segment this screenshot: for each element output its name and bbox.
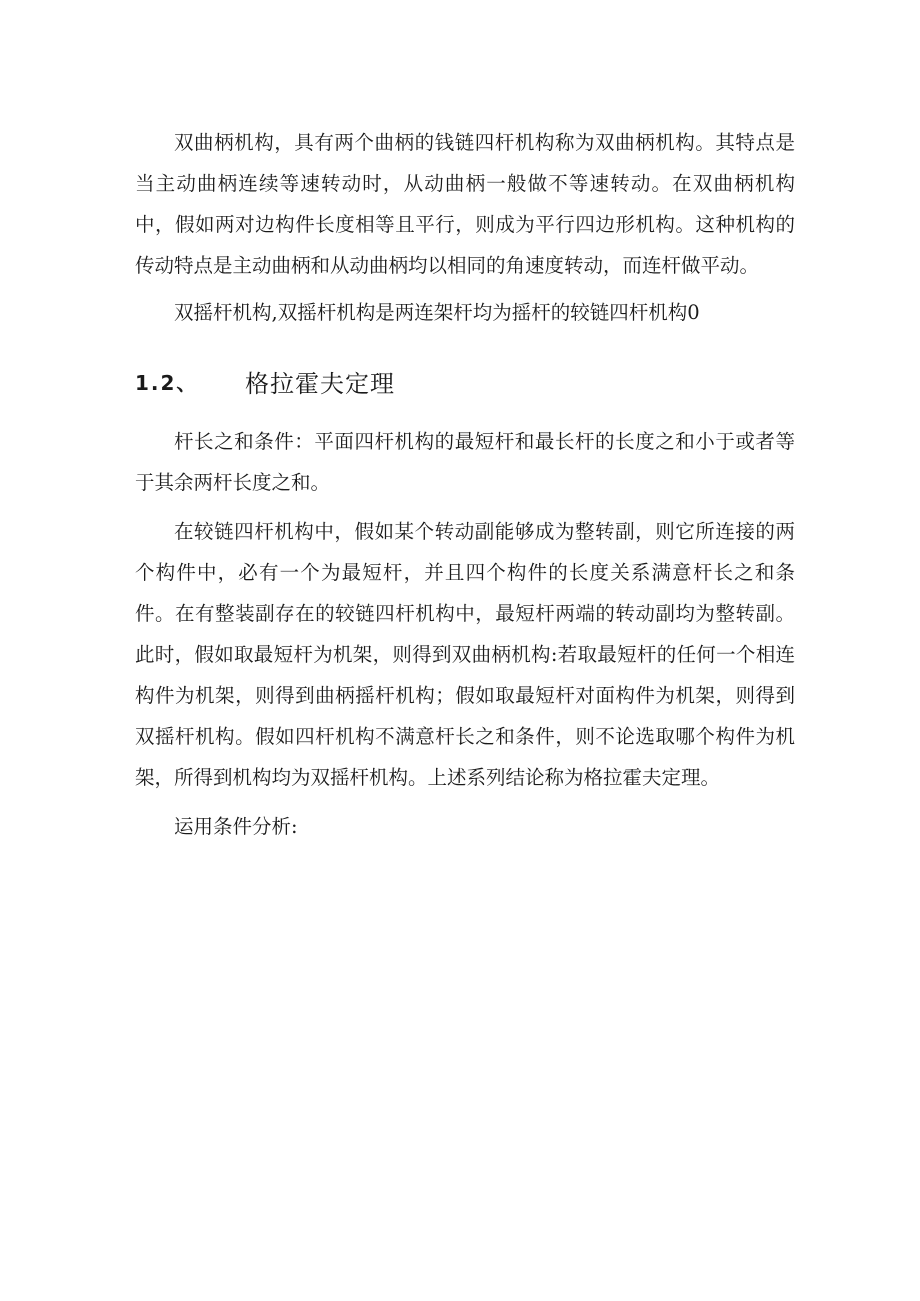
- section-title: 格拉霍夫定理: [245, 369, 395, 398]
- paragraph-double-rocker: 双摇杆机构,双摇杆机构是两连架杆均为摇杆的较链四杆机构0: [174, 301, 700, 324]
- section-heading: [135, 361, 795, 401]
- paragraph-grashof-theorem: 在较链四杆机构中，假如某个转动副能够成为整转副，则它所连接的两个构件中，必有一个为最短杆，并且四个构件的长度关系满意杆长之和条件。在有整装副存在的较链四杆机构中，最短杆两端的转动副均为整转副。此时，假如取最短杆为机架，则得到双曲柄机构:若取最短杆的任何一个相连构件为机架，则得到曲柄摇杆机构；假如取最短杆对面构件为机架，则得到双摇杆机构。假如四杆机构不满意杆长之和条件，则不论选取哪个构件为机架，所得到机构均为双摇杆机构。上述系列结论称为格拉霍夫定理。: [135, 520, 795, 789]
- document-body: [135, 122, 795, 847]
- section-number: 1.2、: [135, 370, 199, 395]
- paragraph-condition-analysis: 运用条件分析:: [174, 815, 298, 838]
- paragraph-double-crank: 双曲柄机构，具有两个曲柄的钱链四杆机构称为双曲柄机构。其特点是当主动曲柄连续等速转动时，从动曲柄一般做不等速转动。在双曲柄机构中，假如两对边构件长度相等且平行，则成为平行四边形机构。这种机构的传动特点是主动曲柄和从动曲柄均以相同的角速度转动，而连杆做平动。: [135, 131, 795, 277]
- paragraph-length-condition: 杆长之和条件：平面四杆机构的最短杆和最长杆的长度之和小于或者等于其余两杆长度之和。: [135, 430, 795, 494]
